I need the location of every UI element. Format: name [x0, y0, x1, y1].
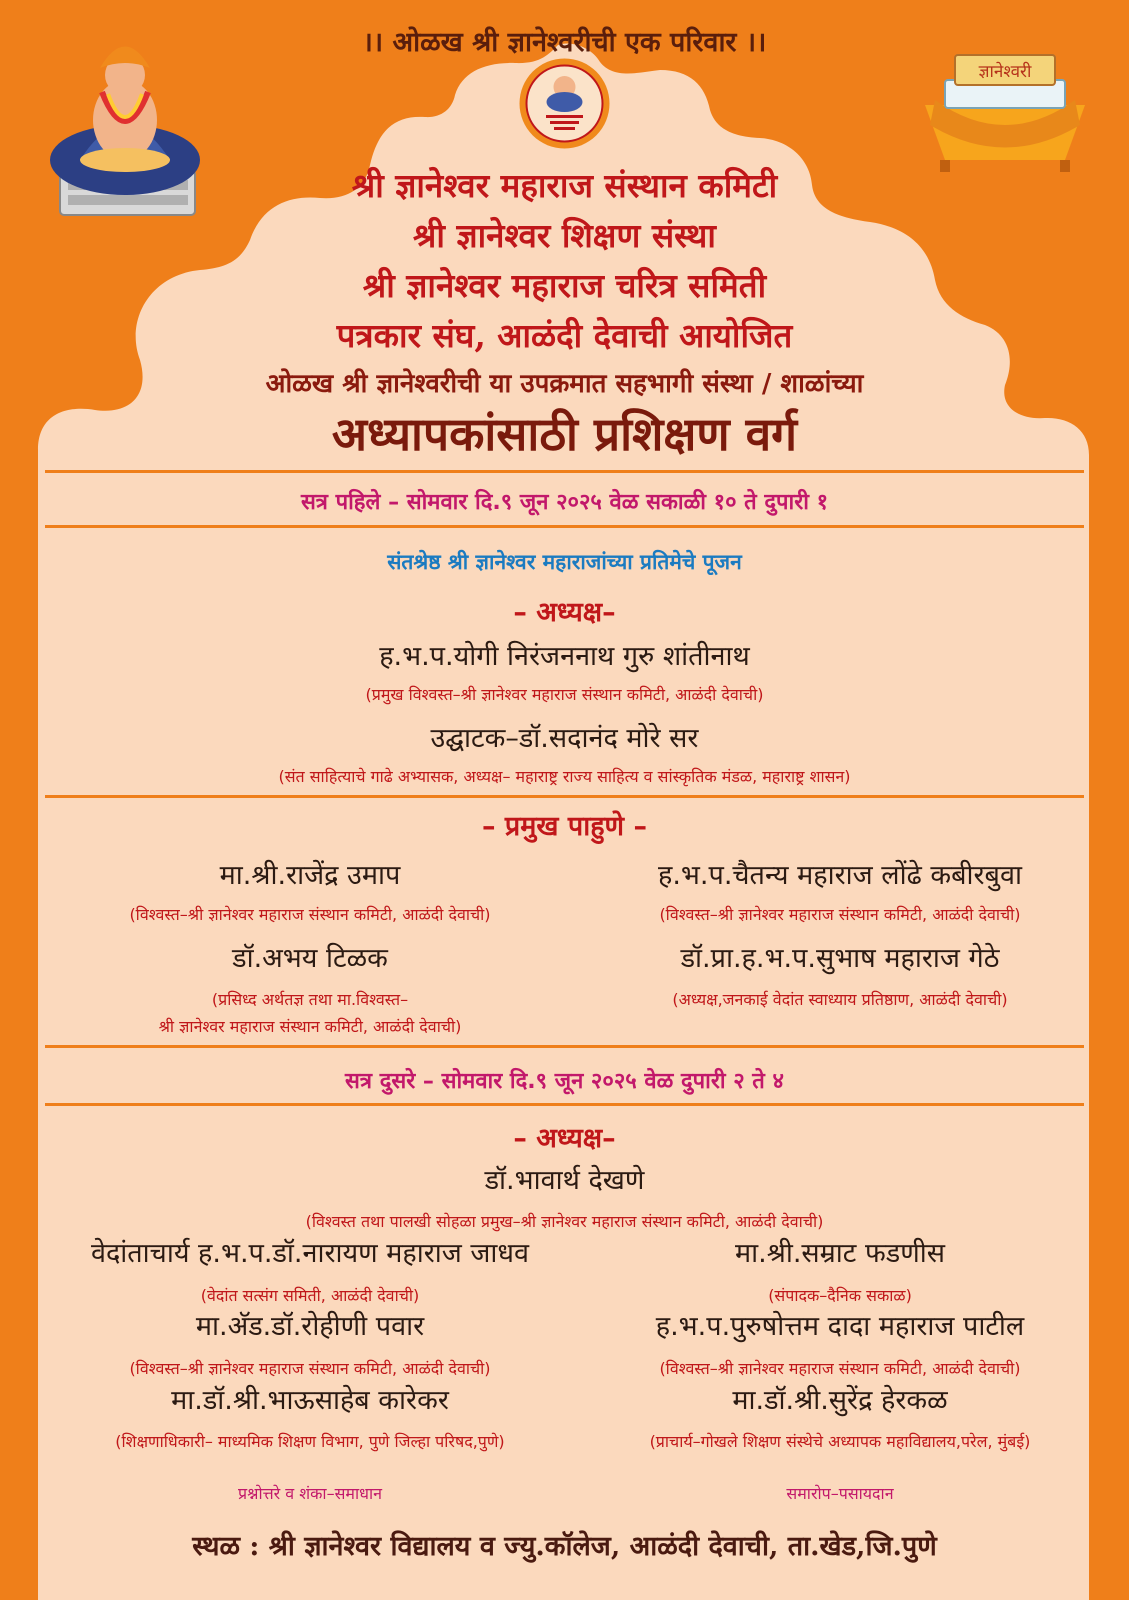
puja-line: संतश्रेष्ठ श्री ज्ञानेश्वर महाराजांच्या प्रतिमेचे पूजन: [387, 550, 742, 574]
guest-description: (प्रसिध्द अर्थतज्ञ तथा मा.विश्वस्त–: [211, 990, 409, 1009]
guest-name: ह.भ.प.चैतन्य महाराज लोंढे कबीरबुवा: [658, 860, 1022, 891]
organizer-line: श्री ज्ञानेश्वर महाराज संस्थान कमिटी: [351, 166, 778, 205]
guest-description: (विश्वस्त–श्री ज्ञानेश्वर महाराज संस्थान कमिटी, आळंदी देवाची): [129, 905, 491, 924]
divider: [45, 1103, 1084, 1106]
chair-name: डॉ.भावार्थ देखणे: [484, 1165, 645, 1196]
participants-subtitle: ओळख श्री ज्ञानेश्वरीची या उपक्रमात सहभागी संस्था / शाळांच्या: [265, 369, 864, 399]
organizer-line: श्री ज्ञानेश्वर महाराज चरित्र समिती: [362, 266, 767, 305]
closing-note: समारोप–पसायदान: [786, 1484, 894, 1503]
guest-name: डॉ.अभय टिळक: [232, 943, 388, 974]
session-1-heading: सत्र पहिले – सोमवार दि.९ जून २०२५ वेळ सकाळी १० ते दुपारी १: [300, 490, 829, 515]
speaker-description: (संपादक–दैनिक सकाळ): [768, 1286, 912, 1305]
chair-heading: – अध्यक्ष–: [513, 1123, 616, 1154]
organizer-line: पत्रकार संघ, आळंदी देवाची आयोजित: [336, 316, 793, 355]
venue-line: स्थळ : श्री ज्ञानेश्वर विद्यालय व ज्यु.कॉलेज, आळंदी देवाची, ता.खेड,जि.पुणे: [192, 1531, 937, 1562]
guest-description: (अध्यक्ष,जनकाई वेदांत स्वाध्याय प्रतिष्ठाण, आळंदी देवाची): [672, 990, 1008, 1009]
speaker-description: (विश्वस्त–श्री ज्ञानेश्वर महाराज संस्थान कमिटी, आळंदी देवाची): [659, 1359, 1021, 1378]
divider: [45, 1045, 1084, 1048]
divider: [45, 525, 1084, 528]
speaker-description: (विश्वस्त–श्री ज्ञानेश्वर महाराज संस्थान कमिटी, आळंदी देवाची): [129, 1359, 491, 1378]
speaker-name: मा.डॉ.श्री.भाऊसाहेब कारेकर: [171, 1385, 449, 1416]
guest-name: डॉ.प्रा.ह.भ.प.सुभाष महाराज गेठे: [680, 943, 1000, 974]
divider: [45, 470, 1084, 473]
speaker-name: मा.श्री.सम्राट फडणीस: [734, 1238, 946, 1269]
chair-description: (विश्वस्त तथा पालखी सोहळा प्रमुख–श्री ज्ञानेश्वर महाराज संस्थान कमिटी, आळंदी देवाची): [305, 1212, 824, 1231]
guest-description: श्री ज्ञानेश्वर महाराज संस्थान कमिटी, आळंदी देवाची): [158, 1017, 462, 1036]
speaker-name: मा.डॉ.श्री.सुरेंद्र हेरकळ: [732, 1385, 948, 1416]
guest-name: मा.श्री.राजेंद्र उमाप: [219, 860, 401, 891]
speaker-description: (शिक्षणाधिकारी– माध्यमिक शिक्षण विभाग, पुणे जिल्हा परिषद,पुणे): [115, 1432, 505, 1451]
chair-name: ह.भ.प.योगी निरंजननाथ गुरु शांतीनाथ: [379, 641, 750, 672]
speaker-name: वेदांताचार्य ह.भ.प.डॉ.नारायण महाराज जाधव: [90, 1238, 530, 1269]
qa-note: प्रश्नोत्तरे व शंका–समाधान: [238, 1484, 382, 1503]
inaugurator-description: (संत साहित्याचे गाढे अभ्यासक, अध्यक्ष– महाराष्ट्र राज्य साहित्य व सांस्कृतिक मंडळ, महाराष्ट्र शासन): [278, 767, 851, 786]
guest-description: (विश्वस्त–श्री ज्ञानेश्वर महाराज संस्थान कमिटी, आळंदी देवाची): [659, 905, 1021, 924]
divider: [45, 795, 1084, 798]
event-title: अध्यापकांसाठी प्रशिक्षण वर्ग: [331, 407, 798, 461]
speaker-description: (प्राचार्य–गोखले शिक्षण संस्थेचे अध्यापक महाविद्यालय,परेल, मुंबई): [649, 1432, 1031, 1451]
speaker-name: मा.अ‍ॅड.डॉ.रोहीणी पवार: [195, 1311, 425, 1342]
chair-heading: – अध्यक्ष–: [513, 597, 616, 628]
speaker-name: ह.भ.प.पुरुषोत्तम दादा महाराज पाटील: [655, 1311, 1025, 1342]
session-2-heading: सत्र दुसरे – सोमवार दि.९ जून २०२५ वेळ दुपारी २ ते ४: [345, 1069, 784, 1094]
chair-description: (प्रमुख विश्वस्त–श्री ज्ञानेश्वर महाराज संस्थान कमिटी, आळंदी देवाची): [365, 685, 764, 704]
sansthan-emblem: [518, 57, 611, 150]
family-tagline: ।। ओळख श्री ज्ञानेश्वरीची एक परिवार ।।: [362, 27, 767, 58]
book-label: ज्ञानेश्वरी: [978, 62, 1032, 82]
speaker-description: (वेदांत सत्संग समिती, आळंदी देवाची): [200, 1286, 420, 1305]
dnyaneshwari-book-illustration: [915, 45, 1095, 175]
chief-guests-heading: – प्रमुख पाहुणे –: [482, 811, 647, 842]
inaugurator-name: उद्घाटक–डॉ.सदानंद मोरे सर: [430, 723, 699, 754]
organizer-line: श्री ज्ञानेश्वर शिक्षण संस्था: [413, 216, 716, 255]
